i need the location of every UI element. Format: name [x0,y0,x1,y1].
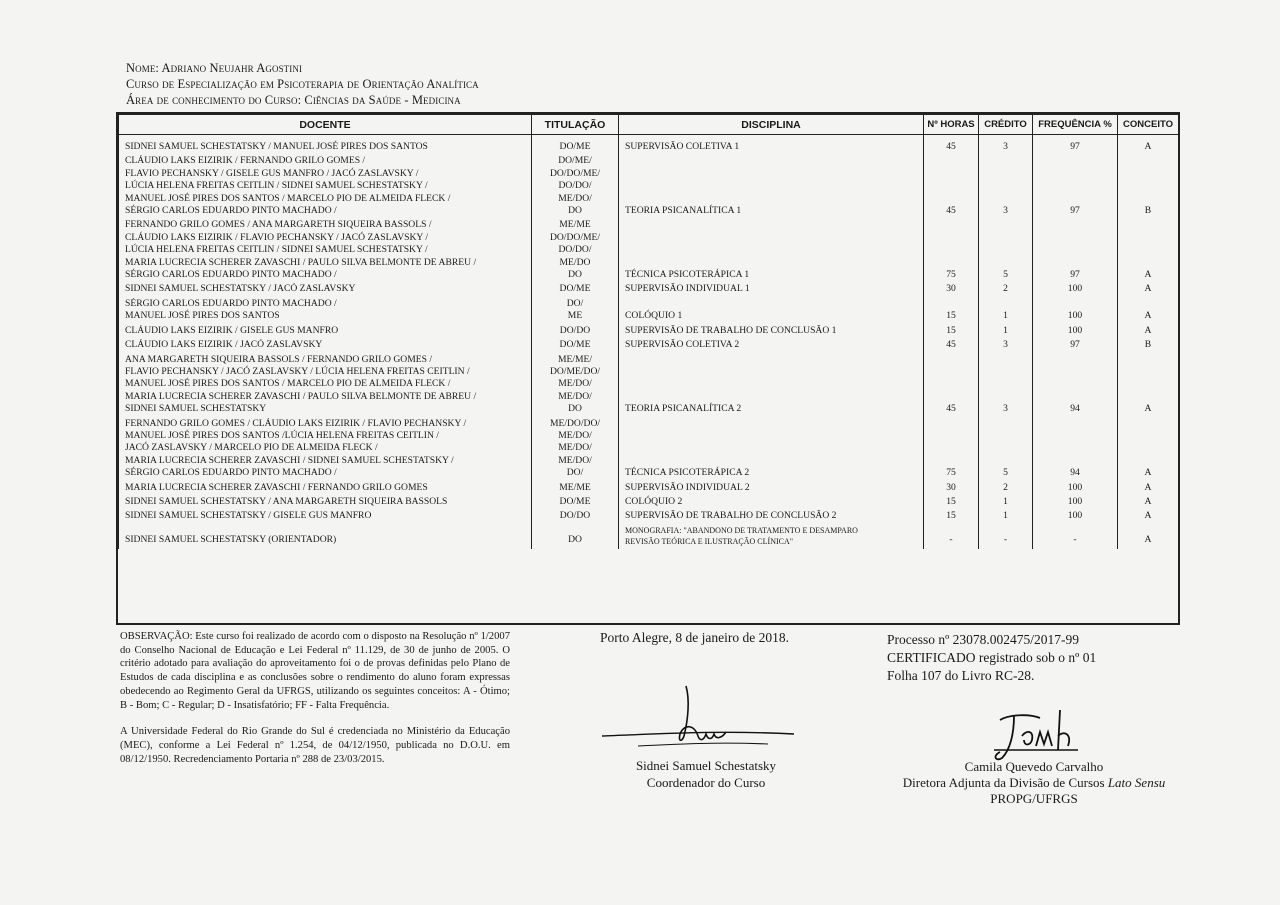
titulacao-line: ME/DO/ [558,192,592,204]
cell-titulacao [532,339,619,353]
titulacao-line: DO/ [566,467,584,479]
titulacao-line: DO/ME [559,283,591,295]
titulacao-line: DO/ME/ [558,155,592,167]
docente-line: MANUEL JOSÉ PIRES DOS SANTOS / MARCELO PIO DE ALMEIDA FLECK / [125,192,451,204]
docente-line: MARIA LUCRECIA SCHERER ZAVASCHI / SIDNEI SAMUEL SCHESTATSKY / [125,454,454,466]
disciplina-line: COLÓQUIO 2 [625,495,683,507]
signature-coordinator [598,680,798,760]
coordinator-signature-block [606,757,806,791]
disciplina-line: COLÓQUIO 1 [625,310,683,322]
titulacao-line: DO/DO/ME/ [549,167,601,179]
titulacao-line: DO/ME [559,141,591,152]
titulacao-line: ME/DO/ [558,454,592,466]
cell-horas: 15 [924,496,979,510]
cell-frequencia: 97 [1033,135,1118,156]
cell-titulacao [532,525,619,549]
cell-horas: 75 [924,418,979,482]
grades-table [118,114,1179,549]
cell-conceito: A [1118,510,1179,524]
docente-line: SIDNEI SAMUEL SCHESTATSKY / ANA MARGARETH SIQUEIRA BASSOLS [125,495,448,507]
table-row [119,135,1179,156]
cell-frequencia: 100 [1033,325,1118,339]
titulacao-line: ME/DO/ [558,429,592,441]
titulacao-line: DO/DO/ME/ [549,231,601,243]
titulacao-line: ME/ME [559,219,591,231]
docente-line: CLÁUDIO LAKS EIZIRIK / JACÓ ZASLAVSKY [125,339,323,351]
titulacao-line: ME/DO/ [558,442,592,454]
col-header-frequencia: FREQUÊNCIA % [1033,115,1118,135]
docente-line: CLÁUDIO LAKS EIZIRIK / FERNANDO GRILO GOMES / [125,155,366,167]
cell-titulacao [532,298,619,325]
place-date: Porto Alegre, 8 de janeiro de 2018. [600,630,789,645]
docente-line: SÉRGIO CARLOS EDUARDO PINTO MACHADO / [125,205,337,217]
docente-line: SÉRGIO CARLOS EDUARDO PINTO MACHADO / [125,297,337,309]
cell-titulacao [532,325,619,339]
cell-disciplina [619,219,924,283]
cell-conceito: A [1118,496,1179,510]
cell-credito: 5 [979,418,1033,482]
titulacao-line: ME/DO/ [558,378,592,390]
director-name: Camila Quevedo Carvalho [964,759,1104,774]
cell-conceito: A [1118,283,1179,297]
cell-horas: - [924,525,979,549]
titulacao-line: ME/ME/ [557,353,593,365]
accreditation-text: A Universidade Federal do Rio Grande do Sul é credenciada no Ministério da Educação (MEC), conforme a Lei Federal nº 1.254, de 04/12/1950, publicada no D.O.U. em 08/12/1950. Recredenciamento Portaria nº 288 de 23/03/2015. [120,726,510,765]
cell-titulacao [532,510,619,524]
titulacao-line: ME/DO/ [558,390,592,402]
disciplina-line: SUPERVISÃO COLETIVA 1 [625,141,740,152]
grades-table-frame [116,112,1180,625]
director-org: PROPG/UFRGS [990,791,1078,806]
docente-line: ANA MARGARETH SIQUEIRA BASSOLS / FERNANDO GRILO GOMES / [125,353,433,365]
titulacao-line: ME/DO/DO/ [549,417,601,429]
cell-credito: 1 [979,510,1033,524]
director-signature-block [884,759,1184,807]
cell-frequencia: 100 [1033,482,1118,496]
cell-horas: 45 [924,155,979,219]
table-row [119,418,1179,482]
titulacao-line: ME/ME [559,481,591,493]
docente-line: LÚCIA HELENA FREITAS CEITLIN / SIDNEI SAMUEL SCHESTATSKY / [125,180,428,192]
cell-conceito: A [1118,354,1179,418]
titulacao-line: DO [568,403,582,415]
col-header-disciplina: DISCIPLINA [619,115,924,135]
titulacao-line: ME/DO [559,256,591,268]
student-header [126,60,479,108]
titulacao-line: DO/DO [559,324,591,336]
table-row [119,354,1179,418]
cell-disciplina [619,418,924,482]
cell-titulacao [532,482,619,496]
cell-titulacao [532,354,619,418]
docente-line: LÚCIA HELENA FREITAS CEITLIN / SIDNEI SAMUEL SCHESTATSKY / [125,244,428,256]
cell-docente [119,482,532,496]
cell-credito: 1 [979,325,1033,339]
disciplina-line: SUPERVISÃO DE TRABALHO DE CONCLUSÃO 2 [625,510,837,522]
disciplina-line: TÉCNICA PSICOTERÁPICA 2 [625,467,750,479]
disciplina-line: TEORIA PSICANALÍTICA 2 [625,403,742,415]
disciplina-line: MONOGRAFIA: "ABANDONO DE TRATAMENTO E DESAMPARO [625,525,858,535]
cell-horas: 75 [924,219,979,283]
titulacao-line: DO/ [566,297,584,309]
table-row [119,219,1179,283]
cell-frequencia: 94 [1033,354,1118,418]
titulacao-line: DO/ME [559,339,591,351]
cell-credito: - [979,525,1033,549]
disciplina-line: TÉCNICA PSICOTERÁPICA 1 [625,269,750,281]
docente-line: JACÓ ZASLAVSKY / MARCELO PIO DE ALMEIDA FLECK / [125,442,378,454]
cell-conceito: A [1118,219,1179,283]
cell-horas: 15 [924,325,979,339]
docente-line: SIDNEI SAMUEL SCHESTATSKY [125,403,267,415]
table-row [119,339,1179,353]
cell-horas: 30 [924,482,979,496]
cell-horas: 45 [924,135,979,156]
docente-line: FLAVIO PECHANSKY / GISELE GUS MANFRO / JACÓ ZASLAVSKY / [125,167,419,179]
titulacao-line: DO [568,269,582,281]
cell-credito: 2 [979,482,1033,496]
table-header-row [119,115,1179,135]
titulacao-line: DO/DO/ [558,180,592,192]
cell-docente [119,496,532,510]
cell-conceito: A [1118,525,1179,549]
docente-line: FERNANDO GRILO GOMES / CLÁUDIO LAKS EIZIRIK / FLAVIO PECHANSKY / [125,417,467,429]
director-role: Diretora Adjunta da Divisão de Cursos Lato Sensu [902,775,1166,790]
titulacao-line: DO/DO [559,510,591,522]
cell-titulacao [532,155,619,219]
titulacao-line: DO/ME [559,495,591,507]
cell-credito: 2 [979,283,1033,297]
cell-disciplina [619,525,924,549]
disciplina-line: SUPERVISÃO DE TRABALHO DE CONCLUSÃO 1 [625,324,837,336]
docente-line: MANUEL JOSÉ PIRES DOS SANTOS /LÚCIA HELENA FREITAS CEITLIN / [125,429,439,441]
col-header-credito: CRÉDITO [979,115,1033,135]
cell-horas: 15 [924,298,979,325]
certificate-registry: CERTIFICADO registrado sob o nº 01 [887,650,1097,665]
cell-docente [119,525,532,549]
cell-titulacao [532,219,619,283]
cell-credito: 1 [979,496,1033,510]
observation-text: OBSERVAÇÃO: Este curso foi realizado de acordo com o disposto na Resolução nº 1/2007 do Conselho Nacional de Educação e Lei Federal nº 11.129, de 30 de junho de 2005. O critério adotado para avaliação do aproveitamento foi o de provas definidas pelo Plano de Estudos de cada disciplina e as conclusões sobre o rendimento do aluno foram expressas obedecendo ao Regimento Geral da UFRGS, utilizando os seguintes conceitos: A - Ótimo; B - Bom; C - Regular; D - Insatisfatório; FF - Falta Frequência. [120,631,510,711]
table-row [119,283,1179,297]
cell-docente [119,418,532,482]
cell-conceito: A [1118,135,1179,156]
docente-line: MANUEL JOSÉ PIRES DOS SANTOS [125,310,280,322]
cell-credito: 3 [979,135,1033,156]
student-name: Nome: Adriano Neujahr Agostini [126,61,303,75]
cell-conceito: A [1118,298,1179,325]
cell-titulacao [532,283,619,297]
titulacao-line: DO/ME/DO/ [549,365,601,377]
coordinator-name: Sidnei Samuel Schestatsky [635,758,777,773]
cell-frequencia: 100 [1033,496,1118,510]
cell-titulacao [532,135,619,156]
cell-disciplina [619,283,924,297]
cell-docente [119,298,532,325]
docente-line: SIDNEI SAMUEL SCHESTATSKY / JACÓ ZASLAVSKY [125,283,356,295]
cell-credito: 3 [979,354,1033,418]
cell-conceito: A [1118,418,1179,482]
cell-conceito: A [1118,482,1179,496]
cell-horas: 45 [924,354,979,418]
cell-docente [119,219,532,283]
cell-docente [119,339,532,353]
cell-frequencia: 97 [1033,339,1118,353]
col-header-titulacao: TITULAÇÃO [532,115,619,135]
cell-credito: 3 [979,339,1033,353]
cell-conceito: B [1118,339,1179,353]
cell-docente [119,135,532,156]
coordinator-role: Coordenador do Curso [646,775,766,790]
cell-credito: 1 [979,298,1033,325]
cell-conceito: A [1118,325,1179,339]
course-name: Curso de Especialização em Psicoterapia de Orientação Analítica [126,77,479,91]
cell-horas: 30 [924,283,979,297]
observation-block [120,630,510,779]
cell-credito: 3 [979,155,1033,219]
titulacao-line: ME [567,310,583,322]
docente-line: SÉRGIO CARLOS EDUARDO PINTO MACHADO / [125,269,337,281]
table-row [119,496,1179,510]
docente-line: MARIA LUCRECIA SCHERER ZAVASCHI / PAULO SILVA BELMONTE DE ABREU / [125,390,477,402]
docente-line: SIDNEI SAMUEL SCHESTATSKY (ORIENTADOR) [125,534,337,546]
cell-disciplina [619,510,924,524]
cell-disciplina [619,482,924,496]
cell-docente [119,354,532,418]
cell-disciplina [619,354,924,418]
titulacao-line: DO/DO/ [558,244,592,256]
table-row [119,525,1179,549]
cell-frequencia: 100 [1033,510,1118,524]
docente-line: CLÁUDIO LAKS EIZIRIK / FLAVIO PECHANSKY / JACÓ ZASLAVSKY / [125,231,429,243]
docente-line: FERNANDO GRILO GOMES / ANA MARGARETH SIQUEIRA BASSOLS / [125,219,432,231]
disciplina-line: REVISÃO TEÓRICA E ILUSTRAÇÃO CLÍNICA" [625,536,794,546]
disciplina-line: SUPERVISÃO INDIVIDUAL 2 [625,481,750,493]
col-header-horas: Nº HORAS [924,115,979,135]
cell-frequencia: 100 [1033,283,1118,297]
titulacao-line: DO [568,534,582,546]
docente-line: SÉRGIO CARLOS EDUARDO PINTO MACHADO / [125,467,337,479]
col-header-docente: DOCENTE [119,115,532,135]
cell-horas: 15 [924,510,979,524]
cell-credito: 5 [979,219,1033,283]
book-page: Folha 107 do Livro RC-28. [887,668,1035,683]
cell-frequencia: 97 [1033,155,1118,219]
cell-docente [119,155,532,219]
table-row [119,298,1179,325]
cell-disciplina [619,325,924,339]
titulacao-line: DO [568,205,582,217]
cell-titulacao [532,418,619,482]
process-block [887,631,1096,685]
cell-frequencia: 94 [1033,418,1118,482]
cell-disciplina [619,298,924,325]
table-body [119,135,1179,549]
table-row [119,482,1179,496]
process-number: Processo nº 23078.002475/2017-99 [887,632,1080,647]
cell-docente [119,510,532,524]
docente-line: FLAVIO PECHANSKY / JACÓ ZASLAVSKY / LÚCIA HELENA FREITAS CEITLIN / [125,365,470,377]
cell-disciplina [619,496,924,510]
table-row [119,325,1179,339]
docente-line: CLÁUDIO LAKS EIZIRIK / GISELE GUS MANFRO [125,324,339,336]
cell-horas: 45 [924,339,979,353]
docente-line: SIDNEI SAMUEL SCHESTATSKY / GISELE GUS MANFRO [125,510,372,522]
cell-frequencia: 100 [1033,298,1118,325]
docente-line: MARIA LUCRECIA SCHERER ZAVASCHI / FERNANDO GRILO GOMES [125,481,428,493]
disciplina-line: SUPERVISÃO COLETIVA 2 [625,339,740,351]
cell-conceito: B [1118,155,1179,219]
table-row [119,155,1179,219]
cell-frequencia: 97 [1033,219,1118,283]
cell-frequencia: - [1033,525,1118,549]
disciplina-line: SUPERVISÃO INDIVIDUAL 1 [625,283,750,295]
table-row [119,510,1179,524]
col-header-conceito: CONCEITO [1118,115,1179,135]
knowledge-area: Área de conhecimento do Curso: Ciências da Saúde - Medicina [126,93,461,107]
cell-titulacao [532,496,619,510]
cell-docente [119,283,532,297]
signature-director [980,706,1090,766]
docente-line: SIDNEI SAMUEL SCHESTATSKY / MANUEL JOSÉ PIRES DOS SANTOS [125,141,428,152]
cell-docente [119,325,532,339]
cell-disciplina [619,135,924,156]
cell-disciplina [619,339,924,353]
cell-disciplina [619,155,924,219]
disciplina-line: TEORIA PSICANALÍTICA 1 [625,205,742,217]
docente-line: MARIA LUCRECIA SCHERER ZAVASCHI / PAULO SILVA BELMONTE DE ABREU / [125,256,477,268]
docente-line: MANUEL JOSÉ PIRES DOS SANTOS / MARCELO PIO DE ALMEIDA FLECK / [125,378,451,390]
